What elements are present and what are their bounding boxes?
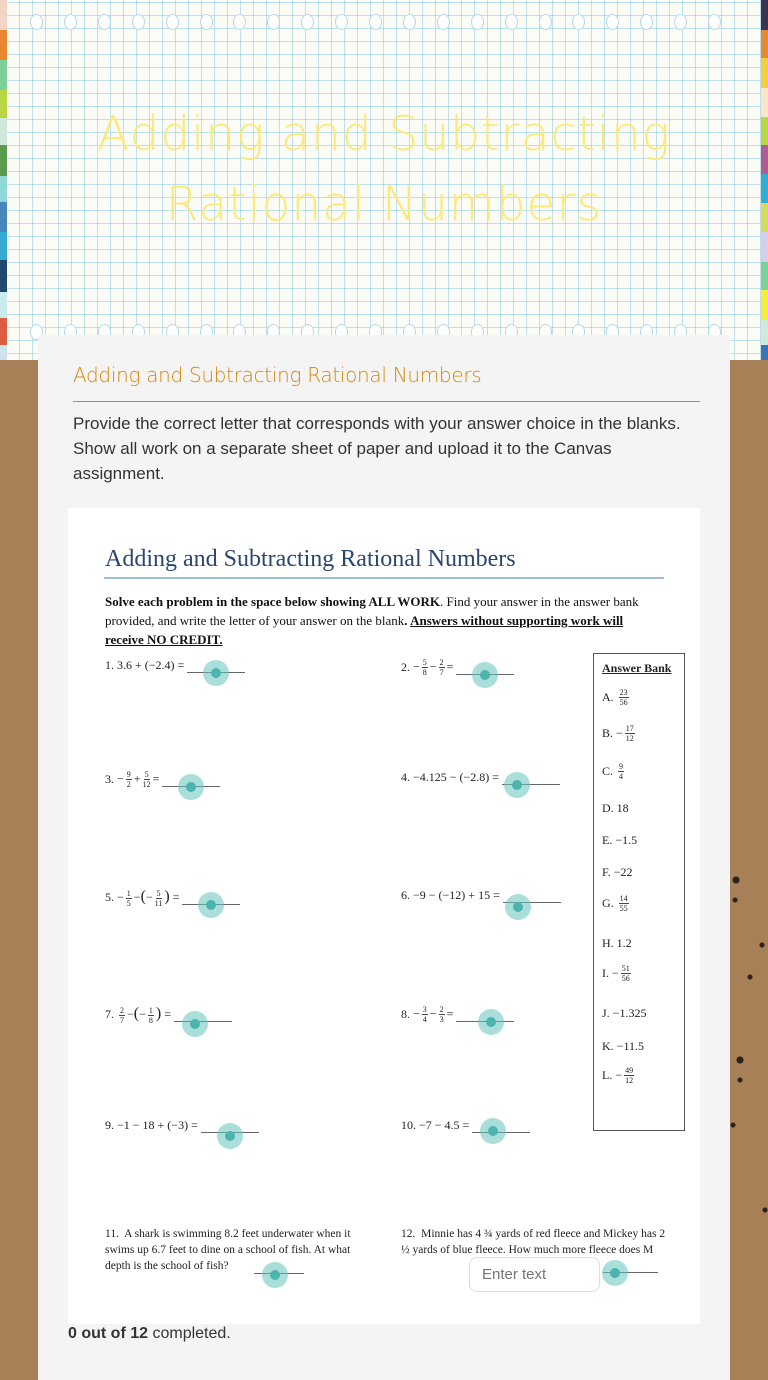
problem-1: 1. 3.6 + (−2.4) = xyxy=(105,658,245,673)
bank-item-i: I. − $\frac{51}{56}$ xyxy=(602,964,630,983)
bank-item-g: G. $\frac{14}{55}$ xyxy=(602,894,628,913)
drop-target-11[interactable] xyxy=(262,1262,288,1288)
right-color-stripe xyxy=(761,0,768,360)
binder-hole xyxy=(166,14,179,30)
bank-letter: B. xyxy=(602,726,614,740)
problem-number: 12. xyxy=(401,1228,416,1240)
problem-5: 5. − $\frac{1}{5}$ −(− $\frac{5}{11}$ ) = xyxy=(105,888,240,908)
problem-9: 9. −1 − 18 + (−3) = xyxy=(105,1118,259,1133)
binder-hole xyxy=(233,14,246,30)
binder-hole xyxy=(674,14,687,30)
card-description: Provide the correct letter that corresponds with your answer choice in the blanks. Show all work on a separate sheet of paper and upload it to the Canvas assignment. xyxy=(73,414,681,483)
drop-target-1[interactable] xyxy=(203,660,229,686)
bank-value: 18 xyxy=(616,801,629,815)
drop-target-2[interactable] xyxy=(472,662,498,688)
answer-blank-3[interactable] xyxy=(162,773,220,787)
word-problem-text: Minnie has 4 ¾ yards of red fleece and Mickey has 2 ½ yards of blue fleece. How much more fleece does M xyxy=(401,1228,666,1256)
worksheet-instructions xyxy=(105,592,650,649)
binder-hole xyxy=(403,14,416,30)
bank-letter: G. xyxy=(602,896,614,910)
binder-hole xyxy=(708,14,721,30)
problem-3: 3. − $\frac{9}{2}$ + $\frac{5}{12}$ = xyxy=(105,770,220,789)
drop-target-12[interactable] xyxy=(602,1260,628,1286)
answer-blank-2[interactable] xyxy=(456,661,514,675)
binder-hole xyxy=(539,14,552,30)
header-banner xyxy=(0,0,768,360)
binder-hole xyxy=(267,14,280,30)
bank-letter: L. xyxy=(602,1068,613,1082)
binder-hole xyxy=(505,14,518,30)
drop-target-9[interactable] xyxy=(217,1123,243,1149)
problem-2: 2. − $\frac{5}{8}$ − $\frac{2}{7}$ = xyxy=(401,658,514,677)
instructions-bold: Solve each problem in the space below showing ALL WORK xyxy=(105,594,441,609)
answer-blank-7[interactable] xyxy=(174,1008,232,1022)
bank-value: −1.325 xyxy=(612,1006,647,1020)
problem-7: 7. $\frac{2}{7}$ −(− $\frac{1}{8}$ ) = xyxy=(105,1005,232,1025)
bank-value: −1.5 xyxy=(615,833,638,847)
answer-bank-title: Answer Bank xyxy=(602,661,672,675)
bank-letter: K. xyxy=(602,1039,614,1053)
answer-blank-12[interactable] xyxy=(603,1259,658,1273)
completion-suffix: completed. xyxy=(148,1325,231,1342)
answer-blank-9[interactable] xyxy=(201,1119,259,1133)
bank-letter: J. xyxy=(602,1006,610,1020)
problem-number: 1. xyxy=(105,658,114,672)
bank-item-a: A. $\frac{23}{56}$ xyxy=(602,688,628,707)
bank-item-c: C. $\frac{9}{4}$ xyxy=(602,762,624,781)
bank-letter: E. xyxy=(602,833,613,847)
card-title: Adding and Subtracting Rational Numbers xyxy=(73,363,482,387)
problem-number: 11. xyxy=(105,1228,119,1240)
bank-value: 1.2 xyxy=(616,936,632,950)
binder-hole xyxy=(98,14,111,30)
answer-blank-6[interactable] xyxy=(503,889,561,903)
bank-value: −11.5 xyxy=(616,1039,644,1053)
answer-blank-11[interactable] xyxy=(254,1260,304,1274)
problem-8: 8. − $\frac{3}{4}$ − $\frac{2}{3}$ = xyxy=(401,1005,514,1024)
binder-hole xyxy=(606,14,619,30)
answer-blank-8[interactable] xyxy=(456,1008,514,1022)
binder-hole xyxy=(132,14,145,30)
bank-letter: I. xyxy=(602,966,609,980)
problem-number: 9. xyxy=(105,1118,114,1132)
bank-item-h xyxy=(602,936,632,951)
binder-hole xyxy=(640,14,653,30)
answer-blank-5[interactable] xyxy=(182,891,240,905)
binder-hole xyxy=(301,14,314,30)
answer-blank-1[interactable] xyxy=(187,659,245,673)
drop-target-7[interactable] xyxy=(182,1011,208,1037)
answer-blank-10[interactable] xyxy=(472,1119,530,1133)
bank-item-f xyxy=(602,865,633,880)
worksheet-title-rule xyxy=(104,577,664,579)
problem-number: 6. xyxy=(401,888,410,902)
problem-6: 6. −9 − (−12) + 15 = xyxy=(401,888,561,903)
problem-number: 10. xyxy=(401,1118,416,1132)
bank-letter: C. xyxy=(602,764,614,778)
binder-hole xyxy=(335,14,348,30)
problem-number: 5. xyxy=(105,890,114,905)
bank-value: −22 xyxy=(613,865,633,879)
bank-letter: H. xyxy=(602,936,614,950)
word-problem-11 xyxy=(105,1226,370,1274)
header-title: Adding and Subtracting Rational Numbers xyxy=(97,107,671,232)
binder-hole xyxy=(437,14,450,30)
bank-item-d xyxy=(602,801,629,816)
problem-number: 4. xyxy=(401,770,410,784)
bank-item-j xyxy=(602,1006,646,1021)
bank-item-e xyxy=(602,833,637,848)
drop-target-10[interactable] xyxy=(480,1118,506,1144)
problem-number: 2. xyxy=(401,660,410,674)
drop-target-4[interactable] xyxy=(504,772,530,798)
instructions-underlined: Answers without supporting work will receive NO CREDIT. xyxy=(105,613,624,647)
left-color-stripe xyxy=(0,0,7,360)
bank-item-l: L. − $\frac{49}{12}$ xyxy=(602,1066,634,1085)
binder-holes-top xyxy=(0,14,768,34)
problem-4: 4. −4.125 − (−2.8) = xyxy=(401,770,560,785)
instructions-normal: . Find your answer in the answer bank provided, and write the letter of your answer on the blank xyxy=(105,594,639,628)
binder-hole xyxy=(30,14,43,30)
completion-count: 0 out of 12 xyxy=(68,1325,149,1342)
bank-letter: F. xyxy=(602,865,611,879)
drop-target-5[interactable] xyxy=(198,892,224,918)
problem-number: 7. xyxy=(105,1007,114,1022)
answer-text-input[interactable] xyxy=(469,1257,600,1292)
word-problem-12 xyxy=(401,1226,666,1258)
drop-target-8[interactable] xyxy=(478,1009,504,1035)
answer-blank-4[interactable] xyxy=(502,771,560,785)
answer-bank xyxy=(593,653,685,1131)
binder-hole xyxy=(64,14,77,30)
problem-number: 3. xyxy=(105,772,114,786)
binder-hole xyxy=(471,14,484,30)
drop-target-6[interactable] xyxy=(505,894,531,920)
worksheet-title: Adding and Subtracting Rational Numbers xyxy=(105,546,516,572)
bank-item-b: B. − $\frac{17}{12}$ xyxy=(602,724,634,743)
problem-10: 10. −7 − 4.5 = xyxy=(401,1118,530,1133)
binder-hole xyxy=(200,14,213,30)
binder-hole xyxy=(369,14,382,30)
drop-target-3[interactable] xyxy=(178,774,204,800)
bank-item-k xyxy=(602,1039,644,1054)
problem-number: 8. xyxy=(401,1007,410,1021)
worksheet-card xyxy=(38,335,730,1380)
bank-letter: D. xyxy=(602,801,614,815)
word-problem-text: A shark is swimming 8.2 feet underwater when it swims up 6.7 feet to dine on a school of fish. At what depth is the school of fish? xyxy=(105,1228,351,1272)
worksheet-image xyxy=(68,508,700,1324)
completion-status xyxy=(68,1325,231,1343)
binder-hole xyxy=(572,14,585,30)
title-divider xyxy=(73,401,700,402)
instructions-bold-tail: . xyxy=(404,613,411,628)
bank-letter: A. xyxy=(602,690,614,704)
